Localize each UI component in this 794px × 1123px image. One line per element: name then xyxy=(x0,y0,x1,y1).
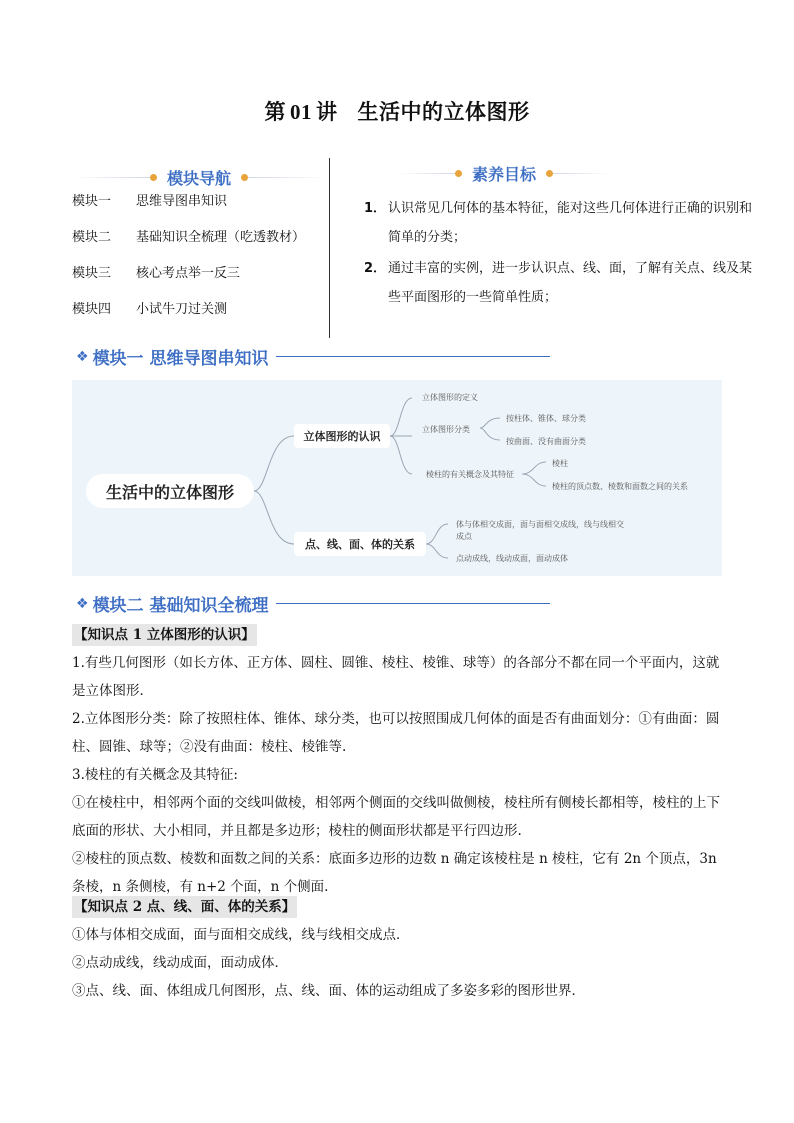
title-prefix: 第 xyxy=(264,99,286,124)
knowledge-point-1 xyxy=(72,621,732,901)
mind-map-root: 生活中的立体图形 xyxy=(86,474,254,508)
goals-list xyxy=(364,194,756,312)
paragraph: ②棱柱的顶点数、棱数和面数之间的关系：底面多边形的边数 n 确定该棱柱是 n 棱柱，它有 2n 个顶点，3n 条棱，n 条侧棱，有 n+2 个面，n 个侧面. xyxy=(72,851,717,895)
knowledge-point-2 xyxy=(72,893,732,1005)
mind-map-leaf: 立体图形的定义 xyxy=(422,393,478,402)
nav-heading-label: 模块导航 xyxy=(167,168,232,188)
mind-map-leaf: 棱柱的有关概念及其特征 xyxy=(426,470,514,479)
section2-title: 模块二 基础知识全梳理 xyxy=(92,596,269,616)
mind-map-leaf: 按曲面、没有曲面分类 xyxy=(506,437,586,446)
goal-text: 认识常见几何体的基本特征，能对这些几何体进行正确的识别和简单的分类； xyxy=(388,201,753,245)
module-key: 模块二 xyxy=(72,230,112,245)
paragraph: 1.有些几何图形（如长方体、正方体、圆柱、圆锥、棱柱、棱锥、球等）的各部分不都在同一个平面内，这就是立体图形． xyxy=(72,655,720,699)
goal-number: 2． xyxy=(364,261,387,276)
goal-number: 1． xyxy=(364,201,387,216)
mind-map-leaf: 棱柱 xyxy=(552,459,568,468)
paragraph: 3.棱柱的有关概念及其特征: xyxy=(72,767,238,783)
knowledge-point-label: 【知识点 1 立体图形的认识】 xyxy=(72,624,257,646)
mind-map-branch: 立体图形的认识 xyxy=(294,424,390,448)
module-item xyxy=(72,190,305,226)
goals-heading xyxy=(398,160,610,186)
module-list xyxy=(72,190,305,334)
mind-map-branch: 点、线、面、体的关系 xyxy=(294,532,426,556)
goal-item xyxy=(364,254,756,312)
nav-heading xyxy=(72,164,326,190)
dot-icon xyxy=(455,170,462,177)
goals-heading-label: 素养目标 xyxy=(472,164,537,184)
mind-map xyxy=(72,380,722,576)
module-text: 核心考点举一反三 xyxy=(136,266,241,281)
mind-map-leaf: 按柱体、锥体、球分类 xyxy=(506,414,586,423)
module-text: 小试牛刀过关测 xyxy=(136,302,228,317)
paragraph: 2.立体图形分类：除了按照柱体、锥体、球分类，也可以按照围成几何体的面是否有曲面划分：①有曲面：圆柱、圆锥、球等；②没有曲面：棱柱、棱锥等. xyxy=(72,711,720,755)
paragraph: ②点动成线，线动成面，面动成体． xyxy=(72,955,288,971)
dot-icon xyxy=(546,170,553,177)
module-text: 思维导图串知识 xyxy=(136,194,228,209)
goal-text: 通过丰富的实例，进一步认识点、线、面，了解有关点、线及某些平面图形的一些简单性质； xyxy=(388,261,753,305)
dot-icon xyxy=(241,174,248,181)
paragraph: ③点、线、面、体组成几何图形，点、线、面、体的运动组成了多姿多彩的图形世界． xyxy=(72,983,585,999)
dot-icon xyxy=(150,174,157,181)
module-key: 模块四 xyxy=(72,302,112,317)
page-title xyxy=(0,96,794,126)
section2-rule xyxy=(276,603,550,604)
title-suffix: 讲 xyxy=(316,99,338,124)
module-text: 基础知识全梳理（吃透教材） xyxy=(136,230,306,245)
mind-map-leaf: 立体图形分类 xyxy=(422,425,470,434)
lesson-number: 01 xyxy=(290,100,312,124)
module-key: 模块三 xyxy=(72,266,112,281)
mind-map-leaf: 点动成线，线动成面，面动成体 xyxy=(456,554,568,563)
paragraph: ①在棱柱中，相邻两个面的交线叫做棱，相邻两个侧面的交线叫做侧棱，棱柱所有侧棱长都相等，棱柱的上下底面的形状、大小相同，并且都是多边形；棱柱的侧面形状都是平行四边形. xyxy=(72,795,720,839)
title-main: 生活中的立体图形 xyxy=(357,99,530,124)
mind-map-leaf: 成点 xyxy=(456,532,472,541)
column-divider xyxy=(329,158,330,338)
section1-rule xyxy=(276,356,550,357)
section1-title: 模块一 思维导图串知识 xyxy=(92,349,269,369)
diamond-arrows-icon: ❖ xyxy=(76,595,89,612)
knowledge-point-label: 【知识点 2 点、线、面、体的关系】 xyxy=(72,896,297,918)
diamond-arrows-icon: ❖ xyxy=(76,348,89,365)
module-key: 模块一 xyxy=(72,194,112,209)
paragraph: ①体与体相交成面，面与面相交成线，线与线相交成点． xyxy=(72,927,410,943)
module-item xyxy=(72,298,305,334)
goal-item xyxy=(364,194,756,252)
mind-map-leaf: 棱柱的顶点数、棱数和面数之间的关系 xyxy=(552,482,688,491)
section1-header xyxy=(76,344,550,369)
section2-header xyxy=(76,591,550,616)
mind-map-leaf: 体与体相交成面，面与面相交成线，线与线相交 xyxy=(456,520,624,529)
module-item xyxy=(72,226,305,262)
module-item xyxy=(72,262,305,298)
